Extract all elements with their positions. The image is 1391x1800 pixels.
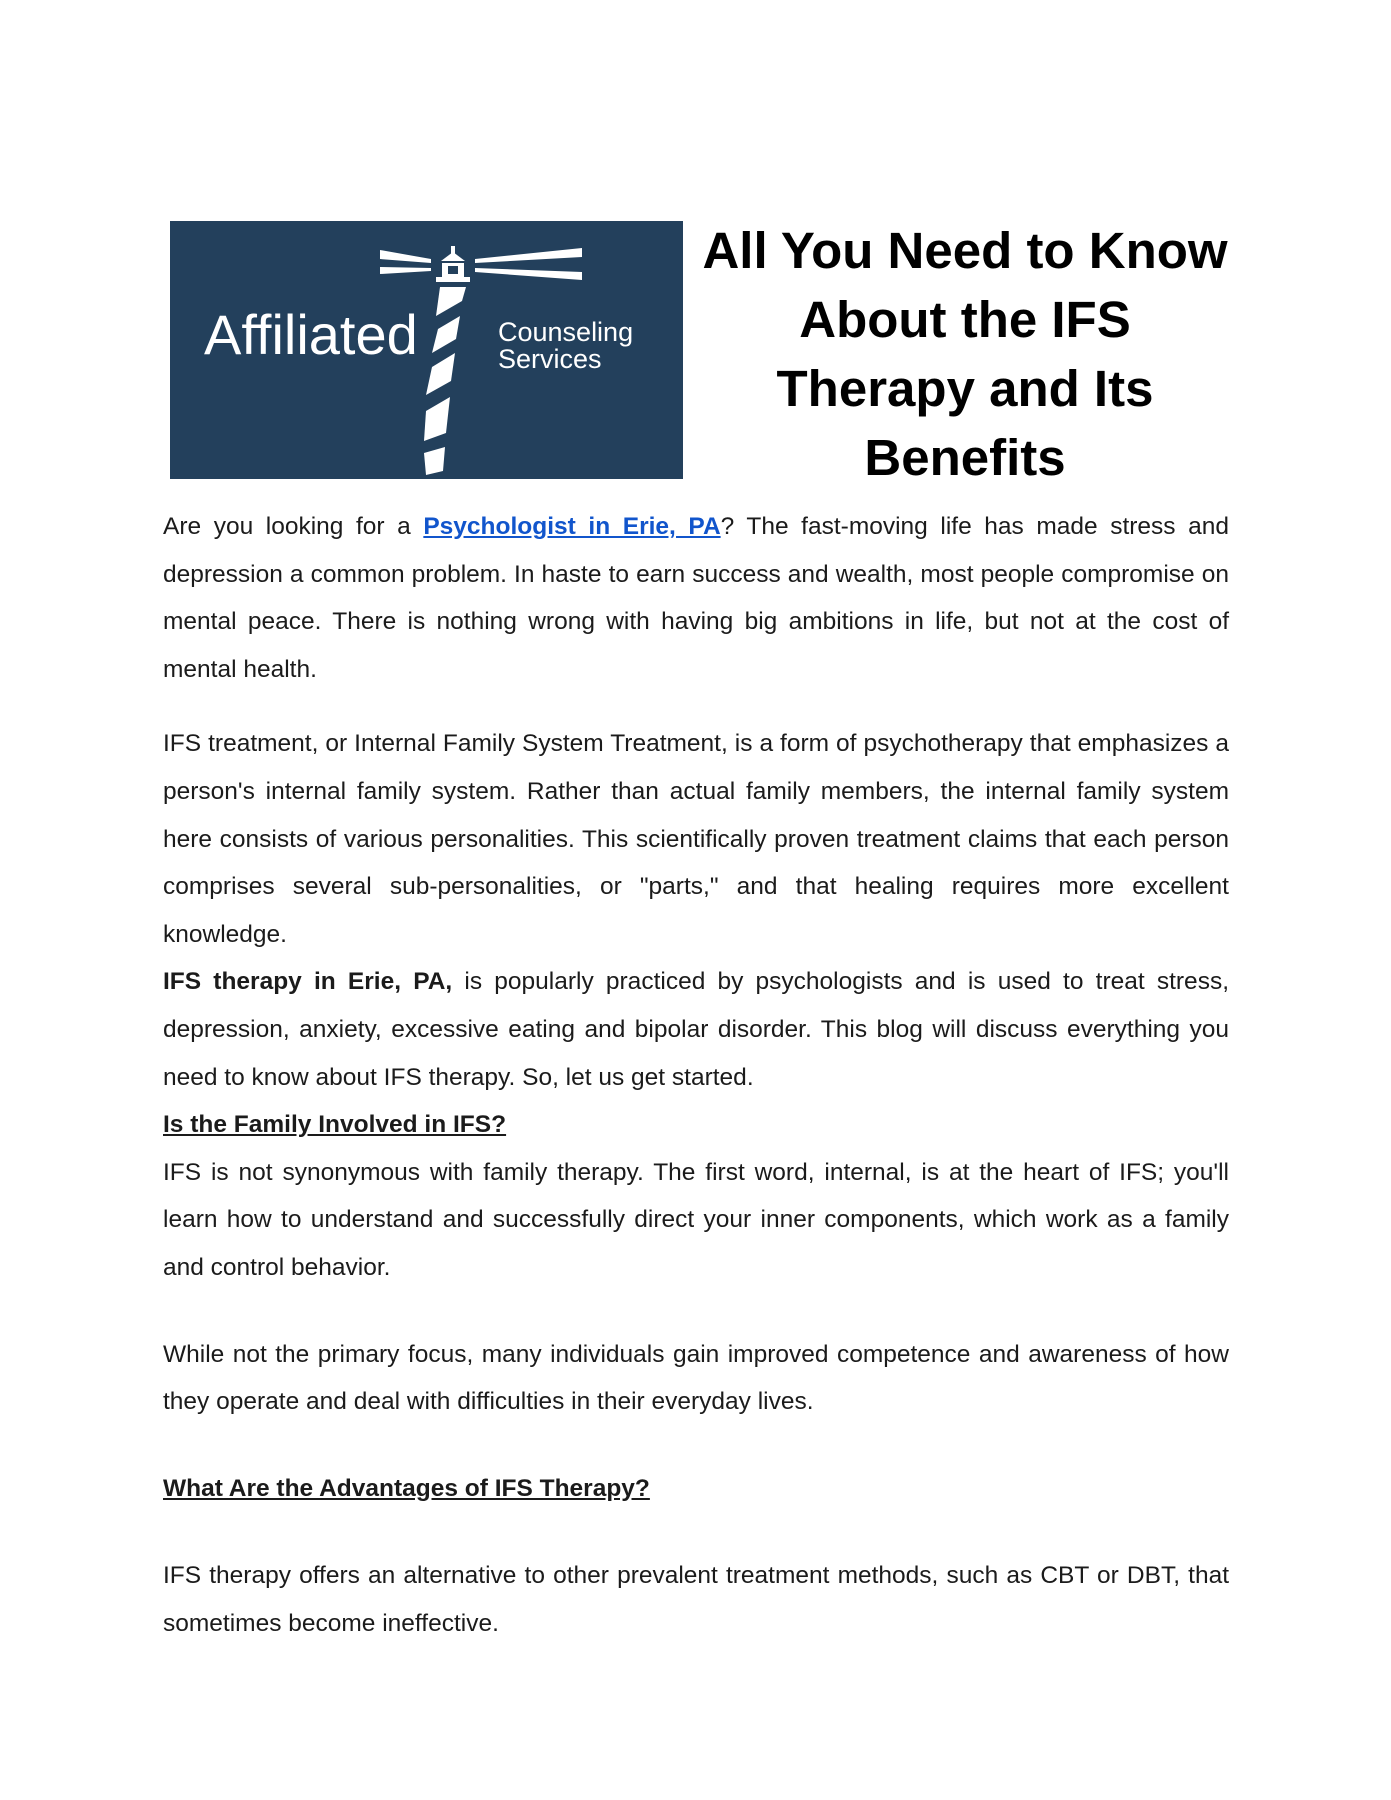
logo-brand-text: Affiliated	[204, 303, 418, 366]
psychologist-erie-link[interactable]: Psychologist in Erie, PA	[423, 513, 721, 540]
spacer	[163, 693, 1229, 720]
intro-text-after-link: ? The fast-moving life has made stress and depression a common problem. In haste to earn success and wealth, most people compromise on mental peace. There is nothing wrong with having big ambitions in life, but not at the cost of mental health.	[163, 513, 1229, 683]
family-involved-paragraph-1: IFS is not synonymous with family therapy. The first word, internal, is at the heart of IFS; you'll learn how to understand and successfully direct your inner components, which work as a family and control behavior.	[163, 1158, 1229, 1281]
section-heading-family-involved: Is the Family Involved in IFS?	[163, 1111, 507, 1139]
spacer	[163, 1512, 1229, 1552]
ifs-erie-text: is popularly practiced by psychologists and is used to treat stress, depression, anxiety, excessive eating and bipolar disorder. This blog will discuss everything you need to know about IFS therapy. So, let us get started.	[163, 968, 1229, 1091]
advantages-paragraph-1: IFS therapy offers an alternative to other prevalent treatment methods, such as CBT or DBT, that sometimes become ineffective.	[163, 1562, 1229, 1637]
section-heading-advantages: What Are the Advantages of IFS Therapy?	[163, 1474, 650, 1502]
family-involved-paragraph-2: While not the primary focus, many individuals gain improved competence and awareness of how they operate and deal with difficulties in their everyday lives.	[163, 1340, 1229, 1416]
spacer	[163, 1426, 1229, 1465]
article-body	[163, 503, 1229, 1647]
ifs-erie-bold-text: IFS therapy in Erie, PA,	[163, 968, 453, 996]
ifs-erie-paragraph	[163, 958, 1229, 1101]
intro-text-before-link: Are you looking for a	[163, 513, 424, 540]
intro-paragraph	[163, 503, 1229, 693]
logo-line2-text: Services	[498, 344, 602, 374]
spacer	[163, 1292, 1229, 1331]
logo-line1-text: Counseling	[498, 317, 634, 347]
page-title: All You Need to Know About the IFS Therapy and Its Benefits	[702, 222, 1228, 486]
ifs-definition-paragraph: IFS treatment, or Internal Family System Treatment, is a form of psychotherapy that emphasizes a person's internal family system. Rather than actual family members, the internal family system here consists of various personalities. This scientifically proven treatment claims that each person comprises several sub-personalities, or "parts," and that healing requires more excellent knowledge.	[163, 730, 1229, 948]
affiliated-counseling-logo	[170, 221, 683, 479]
